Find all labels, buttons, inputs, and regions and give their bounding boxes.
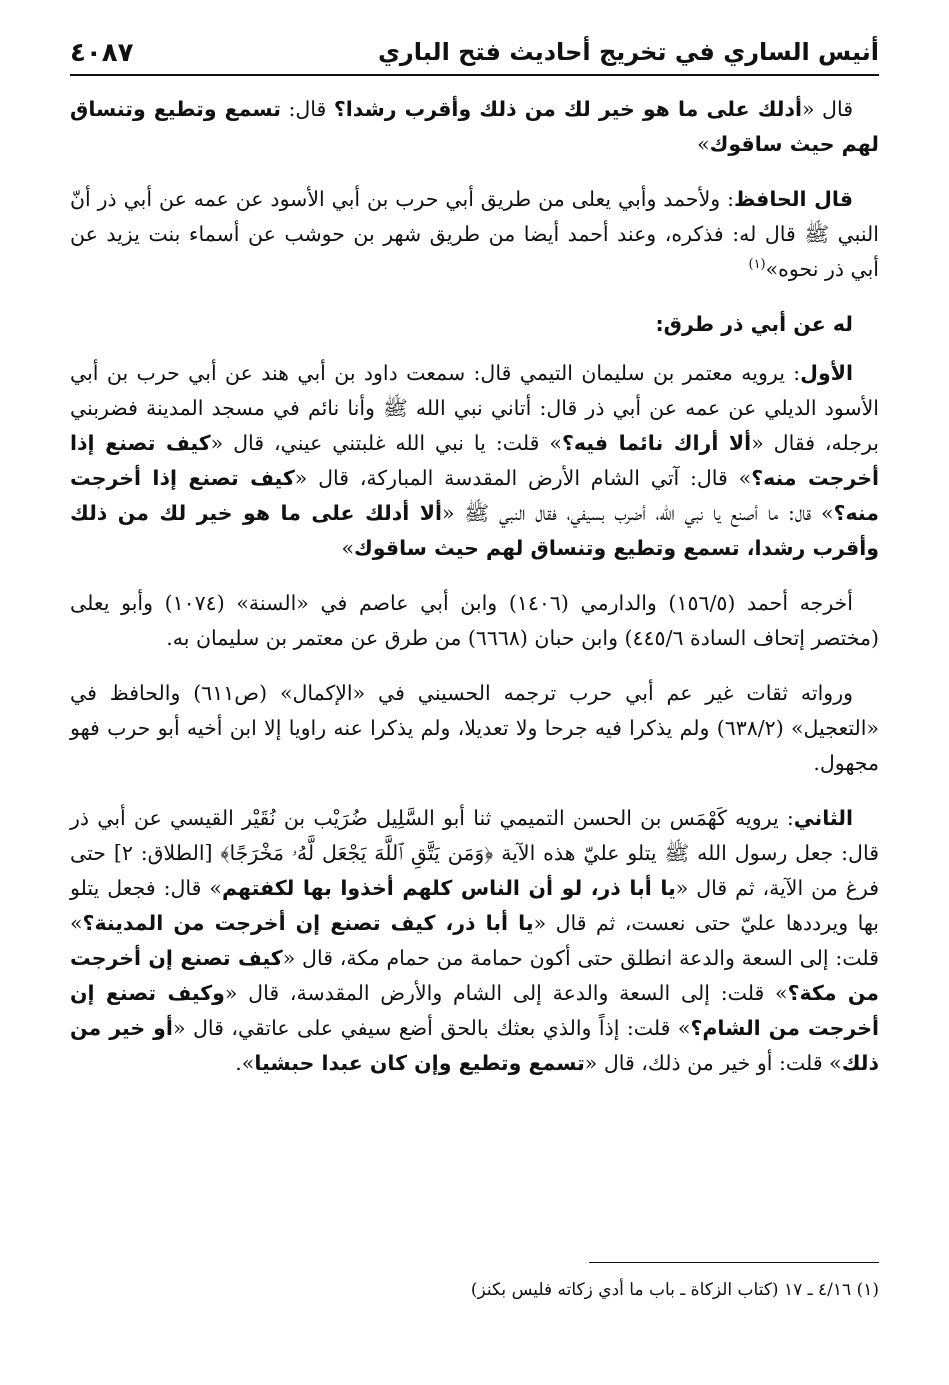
footnote-divider <box>589 1262 879 1263</box>
bold-run: أدلك على ما هو خير لك من ذلك وأقرب رشدا؟ <box>333 97 803 121</box>
footnote-reference: (١) <box>748 257 766 273</box>
text-run: ». <box>235 1051 255 1075</box>
paragraph-label: قال الحافظ <box>733 187 853 211</box>
paragraph-quote <box>70 92 879 162</box>
bold-run: كيف تصنع إذا أخرجت منه؟ <box>70 466 879 525</box>
paragraph-second-route <box>70 801 879 1081</box>
text-run: » قال: فجعل يتلو بها ويرددها عليّ حتى نعست، ثم قال « <box>70 876 879 935</box>
bold-run: كيف تصنع إن أخرجت من مكة؟ <box>70 946 879 1005</box>
text-run: » قلت: أو خير من ذلك، قال « <box>584 1051 842 1075</box>
footnote: (١) ٤/١٦ ـ ١٧ (كتاب الزكاة ـ باب ما أدي زكاته فليس بكنز) <box>470 1280 879 1300</box>
paragraph-hafiz <box>70 182 879 287</box>
text-run: » <box>697 132 710 156</box>
bold-run: كيف تصنع إذا أخرجت منه؟ <box>70 431 879 490</box>
bold-run: وكيف تصنع إن أخرجت من الشام؟ <box>70 981 879 1040</box>
paragraph-label: الأول <box>800 361 853 385</box>
text-run: قال « <box>802 97 853 121</box>
text-run: » قلت: إلى السعة والدعة إلى الشام والأرض المقدسة، قال « <box>224 981 788 1005</box>
text-run: : يرويه كَهْمَس بن الحسن التميمي ثنا أبو السَّلِيل ضُرَيْب بن نُقَيْر القيسي عن أبي ذر قال: جعل رسول الله ﷺ يتلو عليّ هذه الآية ﴿وَمَن يَتَّقِ ٱللَّهَ يَجْعَل لَّهُۥ مَخْرَجًا﴾ [الطلاق: ٢] حتى فرغ من الآية، ثم قال « <box>70 806 880 900</box>
text-run: » قال: ما أصنع يا نبي الله، أضرب بسيفي، فقال النبي ﷺ « <box>442 501 834 525</box>
bold-run: تسمع وتطيع وتنساق لهم حيث ساقوك <box>70 97 879 156</box>
paragraph-narrators: ورواته ثقات غير عم أبي حرب ترجمه الحسيني في «الإكمال» (ص٦١١) والحافظ في «التعجيل» (٦٣٨/٢) ولم يذكرا فيه جرحا ولا تعديلا، ولم يذكرا عنه راويا إلا ابن أخيه أبو حرب فهو مجهول. <box>70 681 880 775</box>
bold-run: ألا أدلك على ما هو خير لك من ذلك وأقرب رشدا، تسمع وتطيع وتنساق لهم حيث ساقوك <box>70 501 879 560</box>
heading-text: له عن أبي ذر طرق: <box>655 312 853 336</box>
text-run: » <box>341 536 355 560</box>
paragraph-takhrij: أخرجه أحمد (١٥٦/٥) والدارمي (١٤٠٦) وابن أبي عاصم في «السنة» (١٠٧٤) وأبو يعلى (مختصر إتحاف السادة ٤٤٥/٦) وابن حبان (٦٦٦٨) من طرق عن معتمر بن سليمان به. <box>70 591 879 650</box>
text-run: : ولأحمد وأبي يعلى من طريق أبي حرب بن أبي الأسود عن عمه عن أبي ذر أنّ النبي ﷺ قال له: فذكره، وعند أحمد أيضا من طريق شهر بن حوشب عن أسماء بنت يزيد عن أبي ذر نحوه» <box>70 187 879 281</box>
bold-run: ألا أراك نائما فيه؟ <box>561 431 752 455</box>
text-run: : يرويه معتمر بن سليمان التيمي قال: سمعت داود بن أبي هند عن أبي حرب بن أبي الأسود الديلي عن عمه عن أبي ذر قال: أتاني نبي الله ﷺ وأنا نائم في مسجد المدينة فضربني برجله، فقال « <box>70 361 880 455</box>
paragraph-label: الثاني <box>793 806 853 830</box>
bold-run: تسمع وتطيع وإن كان عبدا حبشيا <box>254 1051 585 1075</box>
page-number: ٤٠٨٧ <box>70 38 134 68</box>
running-title: أنيس الساري في تخريج أحاديث فتح الباري <box>377 38 879 66</box>
paragraph-first-route <box>70 356 879 566</box>
text-run: » قلت: إذاً والذي بعثك بالحق أضع سيفي على عاتقي، قال « <box>172 1016 691 1040</box>
bold-run: يا أبا ذر، كيف تصنع إن أخرجت من المدينة؟ <box>82 911 534 935</box>
text-run: » قلت: إلى السعة والدعة انطلق حتى أكون حمامة من حمام مكة، قال « <box>70 911 880 970</box>
text-run: » قال: آتي الشام الأرض المقدسة المباركة، قال « <box>294 466 752 490</box>
bold-run: يا أبا ذر، لو أن الناس كلهم أخذوا بها لكفتهم <box>221 876 676 900</box>
page-header <box>70 34 879 76</box>
section-heading <box>70 307 879 342</box>
text-run: » قلت: يا نبي الله غلبتني عيني، قال « <box>210 431 562 455</box>
text-run: قال: <box>281 97 334 121</box>
main-text <box>70 92 879 1101</box>
bold-run: أو خير من ذلك <box>70 1016 879 1075</box>
